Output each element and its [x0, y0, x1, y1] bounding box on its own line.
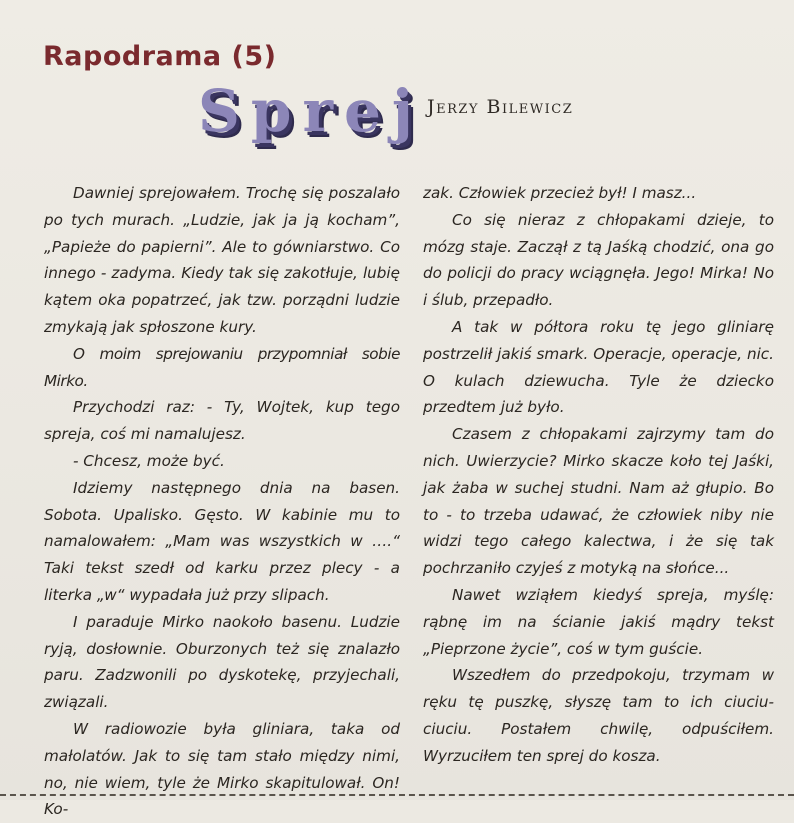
paragraph-continuation: zak. Człowiek przecież był! I masz...: [423, 184, 697, 202]
paragraph: Czasem z chłopakami zajrzymy tam do nich. Uwierzycie? Mirko skacze koło tej Jaśki, jak żaba w suchej studni. Nam aż głupio. Bo to - to trzeba udawać, że człowiek niby nie widzi tego całego kalectwa, i że się tak pochrzaniło czyjeś z motyką na słońce...: [423, 425, 774, 578]
paragraph: O moim sprejowaniu przypomniał sobie Mirko.: [44, 344, 400, 390]
paragraph: I paraduje Mirko naokoło basenu. Ludzie ryją, dosłownie. Oburzonych też się znalazło paru. Zadzwonili po dyskotekę, przyjechali, związali.: [44, 612, 400, 712]
paragraph: Wszedłem do przedpokoju, trzymam w ręku tę puszkę, słyszę tam to ich ciuciu-ciuciu. Postałem chwilę, odpuściłem. Wyrzuciłem ten sprej do kosza.: [423, 666, 774, 765]
paragraph: Nawet wziąłem kiedyś spreja, myślę: rąbnę im na ścianie jakiś mądry tekst „Pieprzone życie”, coś w tym guście.: [423, 585, 774, 658]
paragraph: Dawniej sprejowałem. Trochę się poszalało po tych murach. „Ludzie, jak ja ją kocham”, „Papieże do papierni”. Ale to gówniarstwo. Co innego - zadyma. Kiedy tak się zakotłuje, lubię kątem oka popatrzeć, jak tzw. porządni ludzie zmykają jak spłoszone kury.: [44, 184, 400, 336]
paragraph: Co się nieraz z chłopakami dzieje, to mózg staje. Zaczął z tą Jaśką chodzić, ona go do policji do pracy wciągnęła. Jego! Mirka! No i ślub, przepadło.: [423, 210, 774, 310]
paragraph: Przychodzi raz: - Ty, Wojtek, kup tego spreja, coś mi namalujesz.: [44, 398, 400, 444]
author-byline: Jerzy Bilewicz: [427, 96, 574, 118]
article-column-left: [44, 180, 400, 823]
paragraph: - Chcesz, może być.: [73, 451, 225, 470]
paragraph: Idziemy następnego dnia na basen. Sobota. Upalisko. Gęsto. W kabinie mu to namalowałem: „Mam was wszystkich w ….“ Taki tekst szedł od karku przez plecy - a literka „w“ wypadała już przy slipach.: [44, 478, 400, 604]
bottom-divider: [0, 794, 794, 796]
paragraph: A tak w półtora roku tę jego gliniarę postrzelił jakiś smark. Operacje, operacje, nic. O kulach dziewucha. Tyle że dziecko przedtem już było.: [423, 317, 774, 417]
article-title: Sprej: [198, 77, 424, 145]
series-title: Rapodrama (5): [43, 41, 277, 72]
paragraph: W radiowozie była gliniara, taka od małolatów. Jak to się tam stało między nimi, no, nie wiem, tyle że Mirko skapitulował. On! Ko-: [44, 719, 400, 819]
article-column-right: [423, 180, 774, 770]
